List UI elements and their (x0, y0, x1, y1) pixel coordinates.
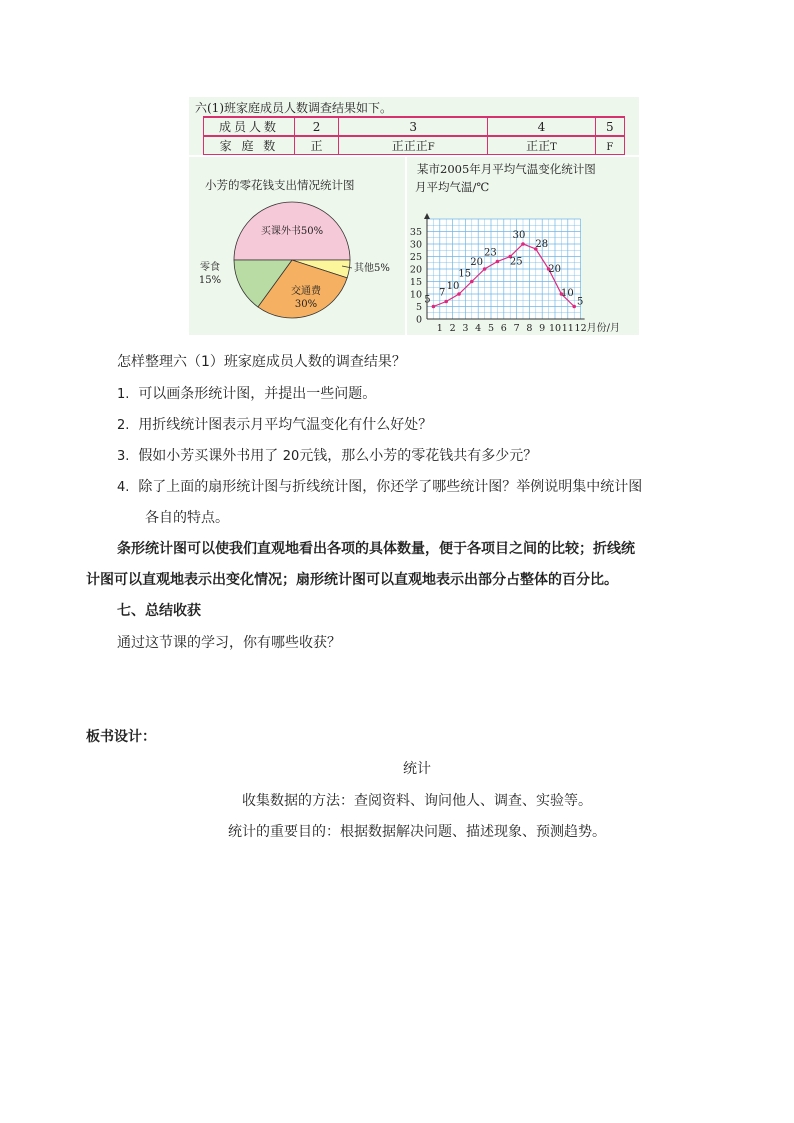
table-title: 六(1)班家庭成员人数调查结果如下。 (195, 101, 392, 115)
section-heading: 七、总结收获 (117, 603, 201, 619)
item-text: 可以画条形统计图，并提出一些问题。 (138, 386, 377, 402)
y-tick-label: 25 (409, 252, 422, 263)
data-point (444, 300, 448, 304)
member-count: 2 (295, 117, 339, 136)
y-tick-label: 30 (409, 239, 422, 251)
x-tick-label: 11 (561, 323, 574, 334)
member-count: 3 (339, 117, 488, 136)
data-label: 5 (577, 296, 584, 308)
reflection-question: 通过这节课的学习，你有哪些收获？ (117, 635, 341, 651)
divider (189, 155, 639, 157)
data-point (483, 267, 487, 271)
table-row (204, 136, 625, 155)
data-point (432, 305, 436, 309)
row-label-members: 成员人数 (204, 117, 295, 136)
member-count: 5 (595, 117, 624, 136)
member-count: 4 (488, 117, 595, 136)
line-chart-ylabel: 月平均气温/℃ (415, 180, 490, 194)
pie-slice-label: 30% (294, 299, 318, 310)
item-text: 除了上面的扇形统计图与折线统计图，你还学了哪些统计图？举例说明集中统计图 (138, 479, 643, 495)
data-point (496, 260, 500, 264)
table-row (204, 117, 625, 136)
x-tick-label: 9 (539, 323, 546, 334)
line-chart-title: 某市2005年月平均气温变化统计图 (417, 162, 596, 176)
data-point (572, 305, 576, 309)
list-item (117, 384, 376, 405)
y-axis-arrow (424, 213, 430, 219)
data-label: 20 (548, 264, 561, 275)
tally-cell: 正正正F (339, 136, 488, 155)
x-tick-label: 5 (487, 323, 495, 334)
data-label: 23 (484, 247, 497, 259)
data-point (470, 280, 474, 284)
y-tick-label: 35 (409, 227, 422, 238)
y-tick-label: 10 (409, 289, 422, 301)
data-point (457, 292, 461, 296)
x-tick-label: 6 (500, 323, 507, 334)
x-tick-label: 2 (449, 323, 456, 334)
board-design-label: 板书设计： (86, 729, 156, 745)
item-text: 假如小芳买课外书用了 (138, 448, 283, 464)
x-tick-label: 4 (475, 323, 482, 334)
board-line: 收集数据的方法：查阅资料、询问他人、调查、实验等。 (242, 793, 592, 809)
data-label: 30 (512, 230, 526, 241)
item-text: 用折线统计图表示月平均气温变化有什么好处？ (138, 417, 433, 433)
y-tick-label: 0 (415, 314, 422, 326)
item-number: 2. (117, 418, 130, 433)
data-label: 15 (458, 268, 472, 280)
x-tick-label: 10 (548, 323, 562, 334)
tally-cell: 正 (295, 136, 339, 155)
line-chart (407, 193, 639, 335)
list-item (117, 415, 432, 436)
data-label: 5 (424, 294, 431, 306)
x-axis-label: 月份/月 (586, 323, 620, 334)
list-item (117, 446, 537, 467)
list-item-continued: 各自的特点。 (145, 510, 229, 526)
x-tick-label: 8 (526, 323, 533, 334)
x-tick-label: 7 (513, 323, 520, 334)
item-number: 4. (117, 480, 130, 495)
board-line: 统计的重要目的：根据数据解决问题、描述现象、预测趋势。 (228, 824, 606, 840)
data-point (521, 242, 525, 246)
board-title: 统计 (403, 761, 431, 777)
data-label: 28 (535, 239, 549, 250)
pie-slice-label: 其他5% (354, 263, 390, 274)
x-tick-label: 1 (436, 323, 443, 334)
row-label-families: 家 庭 数 (204, 136, 295, 155)
tally-cell: 正正T (488, 136, 595, 155)
pie-slice-label: 交通费 (291, 286, 321, 297)
list-item (117, 477, 642, 498)
data-label: 25 (509, 256, 523, 268)
y-tick-label: 20 (409, 264, 422, 276)
pie-chart (189, 197, 405, 335)
pie-chart-title: 小芳的零花钱支出情况统计图 (205, 178, 355, 192)
item-number-value: 20 (282, 449, 300, 464)
y-tick-label: 15 (409, 277, 422, 288)
pie-slice-label: 买课外书50% (260, 226, 324, 237)
summary-line: 条形统计图可以使我们直观地看出各项的具体数量，便于各项目之间的比较；折线统 (117, 541, 635, 557)
item-number: 3. (117, 449, 130, 464)
summary-line: 计图可以直观地表示出变化情况；扇形统计图可以直观地表示出部分占整体的百分比。 (86, 572, 618, 588)
item-text: 元钱，那么小芳的零花钱共有多少元？ (299, 448, 538, 464)
x-tick-label: 12 (574, 323, 587, 334)
question-intro: 怎样整理六（1）班家庭成员人数的调查结果？ (117, 354, 406, 370)
data-label: 20 (470, 257, 483, 268)
data-label: 10 (561, 288, 574, 299)
data-label: 7 (439, 287, 446, 299)
survey-table (203, 116, 625, 155)
pie-slice-label: 15% (198, 275, 222, 286)
item-number: 1. (117, 387, 130, 402)
pie-slice-label: 零食 (200, 262, 220, 273)
textbook-figure (189, 97, 639, 335)
tally-cell: F (595, 136, 624, 155)
x-tick-label: 3 (462, 323, 469, 334)
data-label: 10 (446, 281, 460, 292)
y-tick-label: 5 (415, 302, 422, 313)
